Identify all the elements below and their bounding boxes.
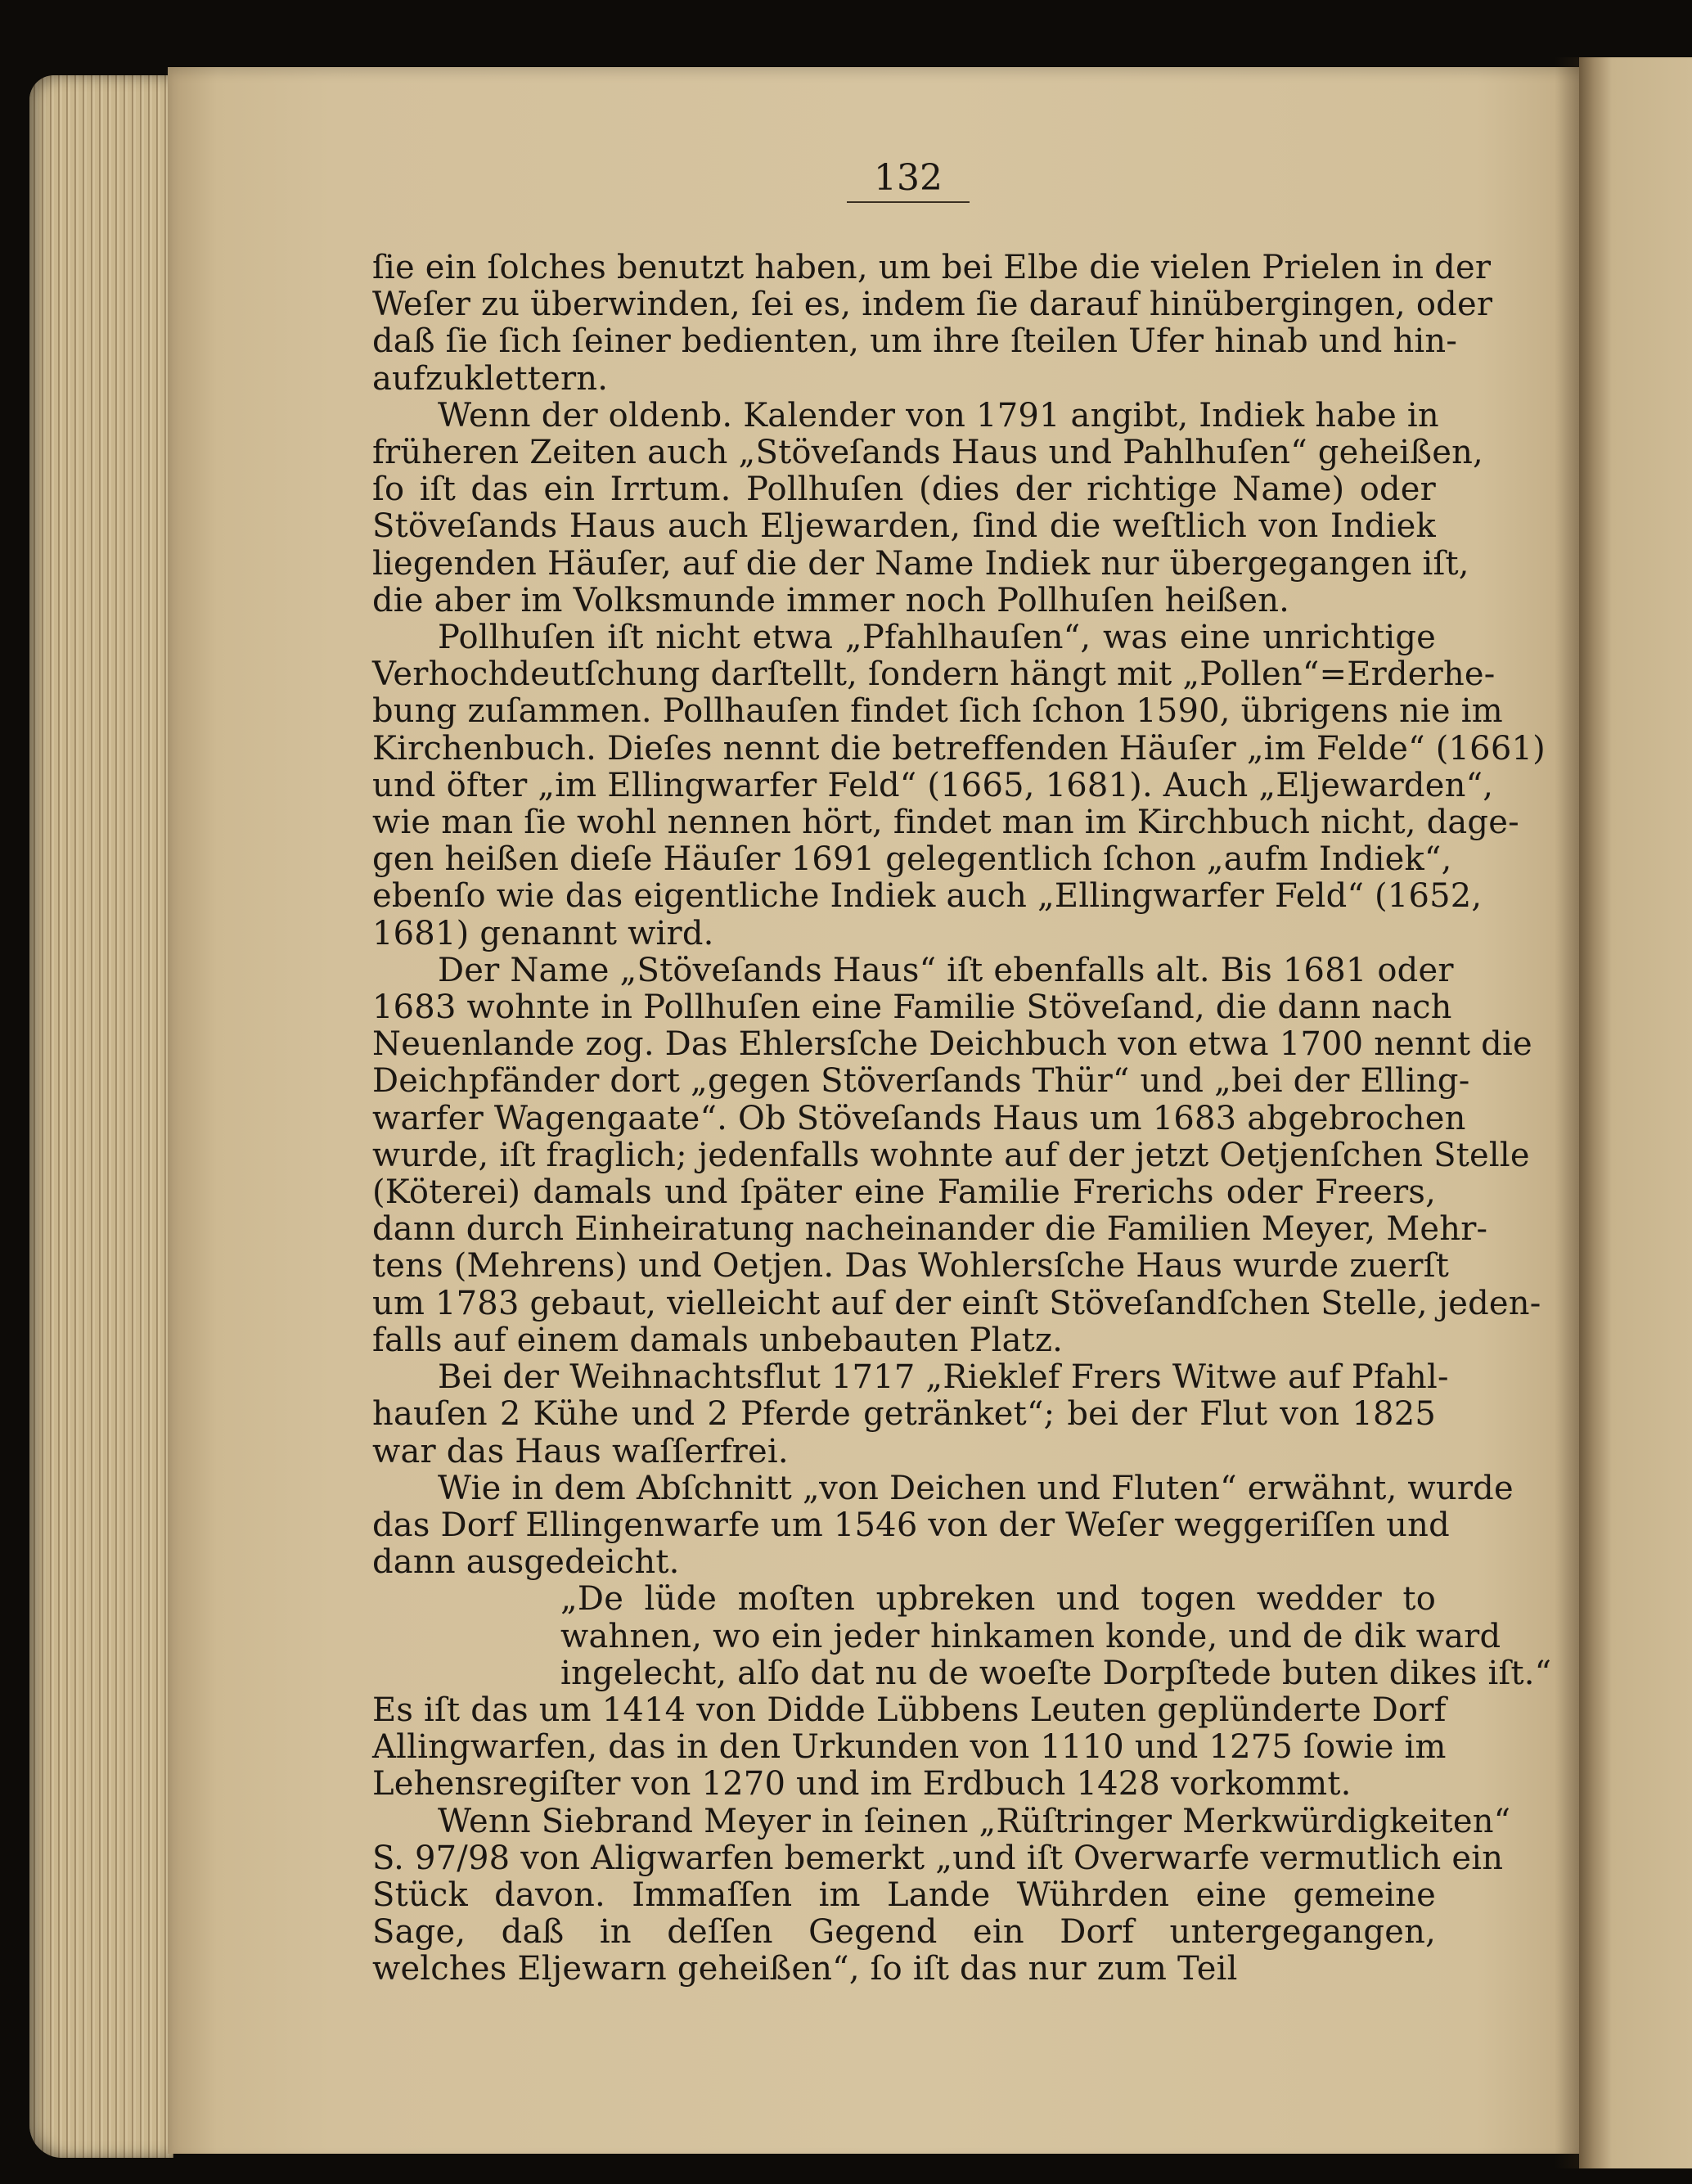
text-line: falls auf einem damals unbebauten Platz. <box>372 1321 1064 1359</box>
text-line: bung zuſammen. Pollhauſen findet ſich ſchon 1590, übrigens nie im <box>372 692 1503 731</box>
text-line: wurde, iſt fraglich; jedenfalls wohnte auf der jetzt Oetjenſchen Stelle <box>372 1136 1530 1174</box>
body-text <box>372 249 1552 1988</box>
text-line: Bei der Weihnachtsflut 1717 „Rieklef Frers Witwe auf Pfahl- <box>438 1358 1449 1397</box>
text-line: die aber im Volksmunde immer noch Pollhuſen heißen. <box>372 581 1290 619</box>
text-line: S. 97/98 von Aligwarfen bemerkt „und iſt Overwarfe vermutlich ein <box>372 1839 1504 1877</box>
text-line: ſo iſt das ein Irrtum. Pollhuſen (dies der richtige Name) oder <box>372 471 1436 509</box>
text-line: warfer Wagengaate“. Ob Stöveſands Haus um 1683 abgebrochen <box>372 1099 1466 1137</box>
text-line: ingelecht, alſo dat nu de woeſte Dorpſtede buten dikes iſt.“ <box>560 1654 1552 1692</box>
text-line: Verhochdeutſchung darſtellt, ſondern hängt mit „Pollen“=Erderhe- <box>372 655 1496 694</box>
text-line: Der Name „Stöveſands Haus“ iſt ebenfalls alt. Bis 1681 oder <box>438 951 1454 989</box>
text-line: Wenn Siebrand Meyer in ſeinen „Rüſtringer Merkwürdigkeiten“ <box>438 1802 1511 1840</box>
text-line: gen heißen dieſe Häuſer 1691 gelegentlich ſchon „aufm Indiek“, <box>372 840 1452 879</box>
text-line: Stöveſands Haus auch Eljewarden, ſind die weſtlich von Indiek <box>372 507 1436 546</box>
text-line: Allingwarfen, das in den Urkunden von 1110 und 1275 ſowie im <box>372 1728 1447 1767</box>
text-line: Deichpfänder dort „gegen Stöverſands Thür“ und „bei der Elling- <box>372 1062 1470 1101</box>
text-line: (Köterei) damals und ſpäter eine Familie Frerichs oder Freers, <box>372 1173 1436 1212</box>
paragraph <box>372 619 1546 952</box>
text-line: Wenn der oldenb. Kalender von 1791 angibt, Indiek habe in <box>438 396 1439 435</box>
text-line: aufzuklettern. <box>372 359 609 398</box>
text-line: ebenſo wie das eigentliche Indiek auch „Ellingwarfer Feld“ (1652, <box>372 877 1483 916</box>
text-line: 1681) genannt wird. <box>372 914 714 952</box>
facing-page-edge <box>1579 57 1692 2168</box>
page-number: 132 <box>874 157 943 199</box>
text-line: tens (Mehrens) und Oetjen. Das Wohlersſche Haus wurde zuerſt <box>372 1247 1450 1286</box>
text-line: wie man ſie wohl nennen hört, findet man im Kirchbuch nicht, dage- <box>372 804 1519 842</box>
text-line: Wie in dem Abſchnitt „von Deichen und Fluten“ erwähnt, wurde <box>438 1469 1514 1507</box>
text-line: „De lüde moſten upbreken und togen wedder to <box>560 1580 1436 1619</box>
paragraph <box>372 1691 1447 1803</box>
text-line: Kirchenbuch. Dieſes nennt die betreffenden Häuſer „im Felde“ (1661) <box>372 729 1546 768</box>
text-line: und öfter „im Ellingwarfer Feld“ (1665, 1681). Auch „Eljewarden“, <box>372 766 1494 804</box>
text-line: wahnen, wo ein jeder hinkamen konde, und de dik ward <box>560 1617 1501 1655</box>
paragraph <box>372 1358 1449 1470</box>
text-line: Weſer zu überwinden, ſei es, indem ſie darauf hinübergingen, oder <box>372 286 1493 324</box>
text-line: hauſen 2 Kühe und 2 Pferde getränket“; bei der Flut von 1825 <box>372 1395 1436 1434</box>
text-line: um 1783 gebaut, vielleicht auf der einſt Stöveſandſchen Stelle, jeden- <box>372 1284 1541 1322</box>
text-line: war das Haus waſſerfrei. <box>372 1432 789 1470</box>
text-line: ſie ein ſolches benutzt haben, um bei Elbe die vielen Prielen in der <box>372 249 1492 286</box>
text-line: Es iſt das um 1414 von Didde Lübbens Leuten geplünderte Dorf <box>372 1691 1447 1729</box>
text-line: Sage, daß in deſſen Gegend ein Dorf untergegangen, <box>372 1913 1436 1952</box>
text-line: dann ausgedeicht. <box>372 1543 680 1582</box>
text-line: Neuenlande zog. Das Ehlersſche Deichbuch von etwa 1700 nennt die <box>372 1025 1532 1064</box>
text-line: daß ſie ſich ſeiner bedienten, um ihre ſteilen Ufer hinab und hin- <box>372 322 1458 361</box>
paragraph <box>372 1580 1552 1692</box>
page-edges <box>29 75 173 2158</box>
text-line: Stück davon. Immaſſen im Lande Wührden eine gemeine <box>372 1876 1436 1914</box>
text-line: das Dorf Ellingenwarfe um 1546 von der Weſer weggeriſſen und <box>372 1506 1450 1544</box>
paragraph <box>372 249 1493 398</box>
text-line: liegenden Häuſer, auf die der Name Indiek nur übergegangen iſt, <box>372 544 1469 583</box>
text-line: welches Eljewarn geheißen“, ſo iſt das nur zum Teil <box>372 1950 1238 1988</box>
text-line: Pollhuſen iſt nicht etwa „Pfahlhauſen“, was eine unrichtige <box>438 619 1436 657</box>
text-line: 1683 wohnte in Pollhuſen eine Familie Stöveſand, die dann nach <box>372 988 1452 1027</box>
paragraph <box>372 951 1541 1359</box>
text-line: Lehensregiſter von 1270 und im Erdbuch 1428 vorkommt. <box>372 1765 1352 1803</box>
page-number-rule <box>847 201 970 203</box>
text-line: dann durch Einheiratung nacheinander die Familien Meyer, Mehr- <box>372 1210 1488 1249</box>
text-line: früheren Zeiten auch „Stöveſands Haus und Pahlhuſen“ geheißen, <box>372 434 1483 472</box>
paragraph <box>372 396 1483 619</box>
paragraph <box>372 1469 1514 1582</box>
paragraph <box>372 1802 1511 1988</box>
